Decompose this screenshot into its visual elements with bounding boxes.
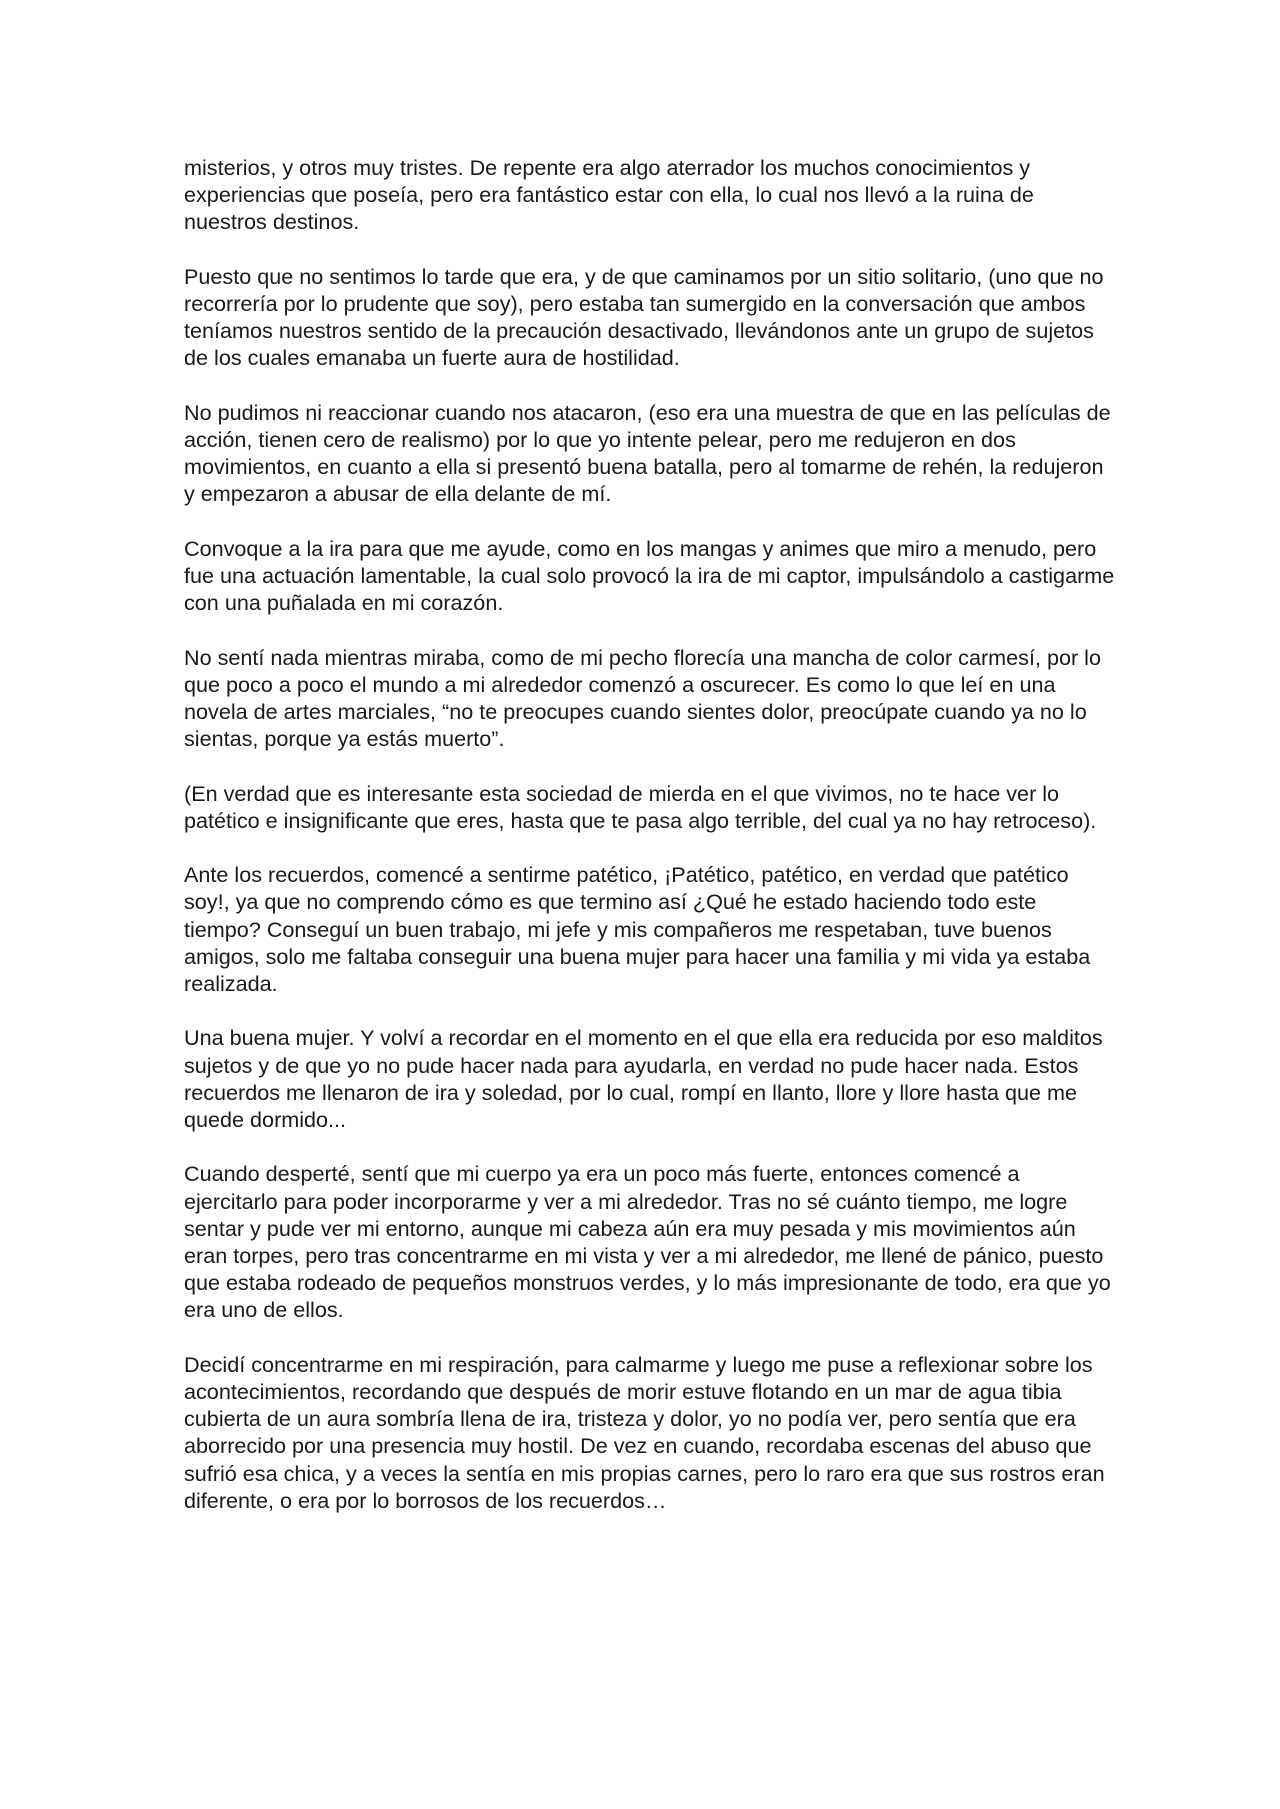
paragraph-5: No sentí nada mientras miraba, como de mi pecho florecía una mancha de color carmesí, por lo que poco a poco el mundo a mi alrededor comenzó a oscurecer. Es como lo que leí en una novela de artes marciales, “no te preocupes cuando sientes dolor, preocúpate cuando ya no lo sientas, porque ya estás muerto”. xyxy=(184,644,1101,752)
paragraph-6: (En verdad que es interesante esta sociedad de mierda en el que vivimos, no te hace ver lo patético e insignificante que eres, hasta que te pasa algo terrible, del cual ya no hay retroceso). xyxy=(184,780,1097,833)
paragraph-8: Una buena mujer. Y volví a recordar en el momento en el que ella era reducida por eso malditos sujetos y de que yo no pude hacer nada para ayudarla, en verdad no pude hacer nada. Estos recuerdos me llenaron de ira y soledad, por lo cual, rompí en llanto, llore y llore hasta que me quede dormido... xyxy=(184,1025,1103,1132)
paragraph-2: Puesto que no sentimos lo tarde que era, y de que caminamos por un sitio solitario, (uno que no recorrería por lo prudente que soy), pero estaba tan sumergido en la conversación que ambos teníamos nuestros sentido de la precaución desactivado, llevándonos ante un grupo de sujetos de los cuales emanaba un fuerte aura de hostilidad. xyxy=(184,263,1104,371)
paragraph-7: Ante los recuerdos, comencé a sentirme patético, ¡Patético, patético, en verdad que patético soy!, ya que no comprendo cómo es que termino así ¿Qué he estado haciendo todo este tiempo? Conseguí un buen trabajo, mi jefe y mis compañeros me respetaban, tuve buenos amigos, solo me faltaba conseguir una buena mujer para hacer una familia y mi vida ya estaba realizada. xyxy=(184,862,1091,996)
paragraph-10: Decidí concentrarme en mi respiración, para calmarme y luego me puse a reflexionar sobre los acontecimientos, recordando que después de morir estuve flotando en un mar de agua tibia cubierta de un aura sombría llena de ira, tristeza y dolor, yo no podía ver, pero sentía que era aborrecido por una presencia muy hostil. De vez en cuando, recordaba escenas del abuso que sufrió esa chica, y a veces la sentía en mis propias carnes, pero lo raro era que sus rostros eran diferente, o era por lo borrosos de los recuerdos… xyxy=(184,1351,1105,1513)
paragraph-4: Convoque a la ira para que me ayude, como en los mangas y animes que miro a menudo, pero fue una actuación lamentable, la cual solo provocó la ira de mi captor, impulsándolo a castigarme con una puñalada en mi corazón. xyxy=(184,535,1115,616)
paragraph-9: Cuando desperté, sentí que mi cuerpo ya era un poco más fuerte, entonces comencé a ejercitarlo para poder incorporarme y ver a mi alrededor. Tras no sé cuánto tiempo, me logre sentar y pude ver mi entorno, aunque mi cabeza aún era muy pesada y mis movimientos aún eran torpes, pero tras concentrarme en mi vista y ver a mi alrededor, me llené de pánico, puesto que estaba rodeado de pequeños monstruos verdes, y lo más impresionante de todo, era que yo era uno de ellos. xyxy=(184,1161,1111,1323)
paragraph-3: No pudimos ni reaccionar cuando nos atacaron, (eso era una muestra de que en las películas de acción, tienen cero de realismo) por lo que yo intente pelear, pero me redujeron en dos movimientos, en cuanto a ella si presentó buena batalla, pero al tomarme de rehén, la redujeron y empezaron a abusar de ella delante de mí. xyxy=(184,399,1111,507)
document-body xyxy=(184,154,1119,1541)
paragraph-1: misterios, y otros muy tristes. De repente era algo aterrador los muchos conocimientos y experiencias que poseía, pero era fantástico estar con ella, lo cual nos llevó a la ruina de nuestros destinos. xyxy=(184,155,1034,235)
